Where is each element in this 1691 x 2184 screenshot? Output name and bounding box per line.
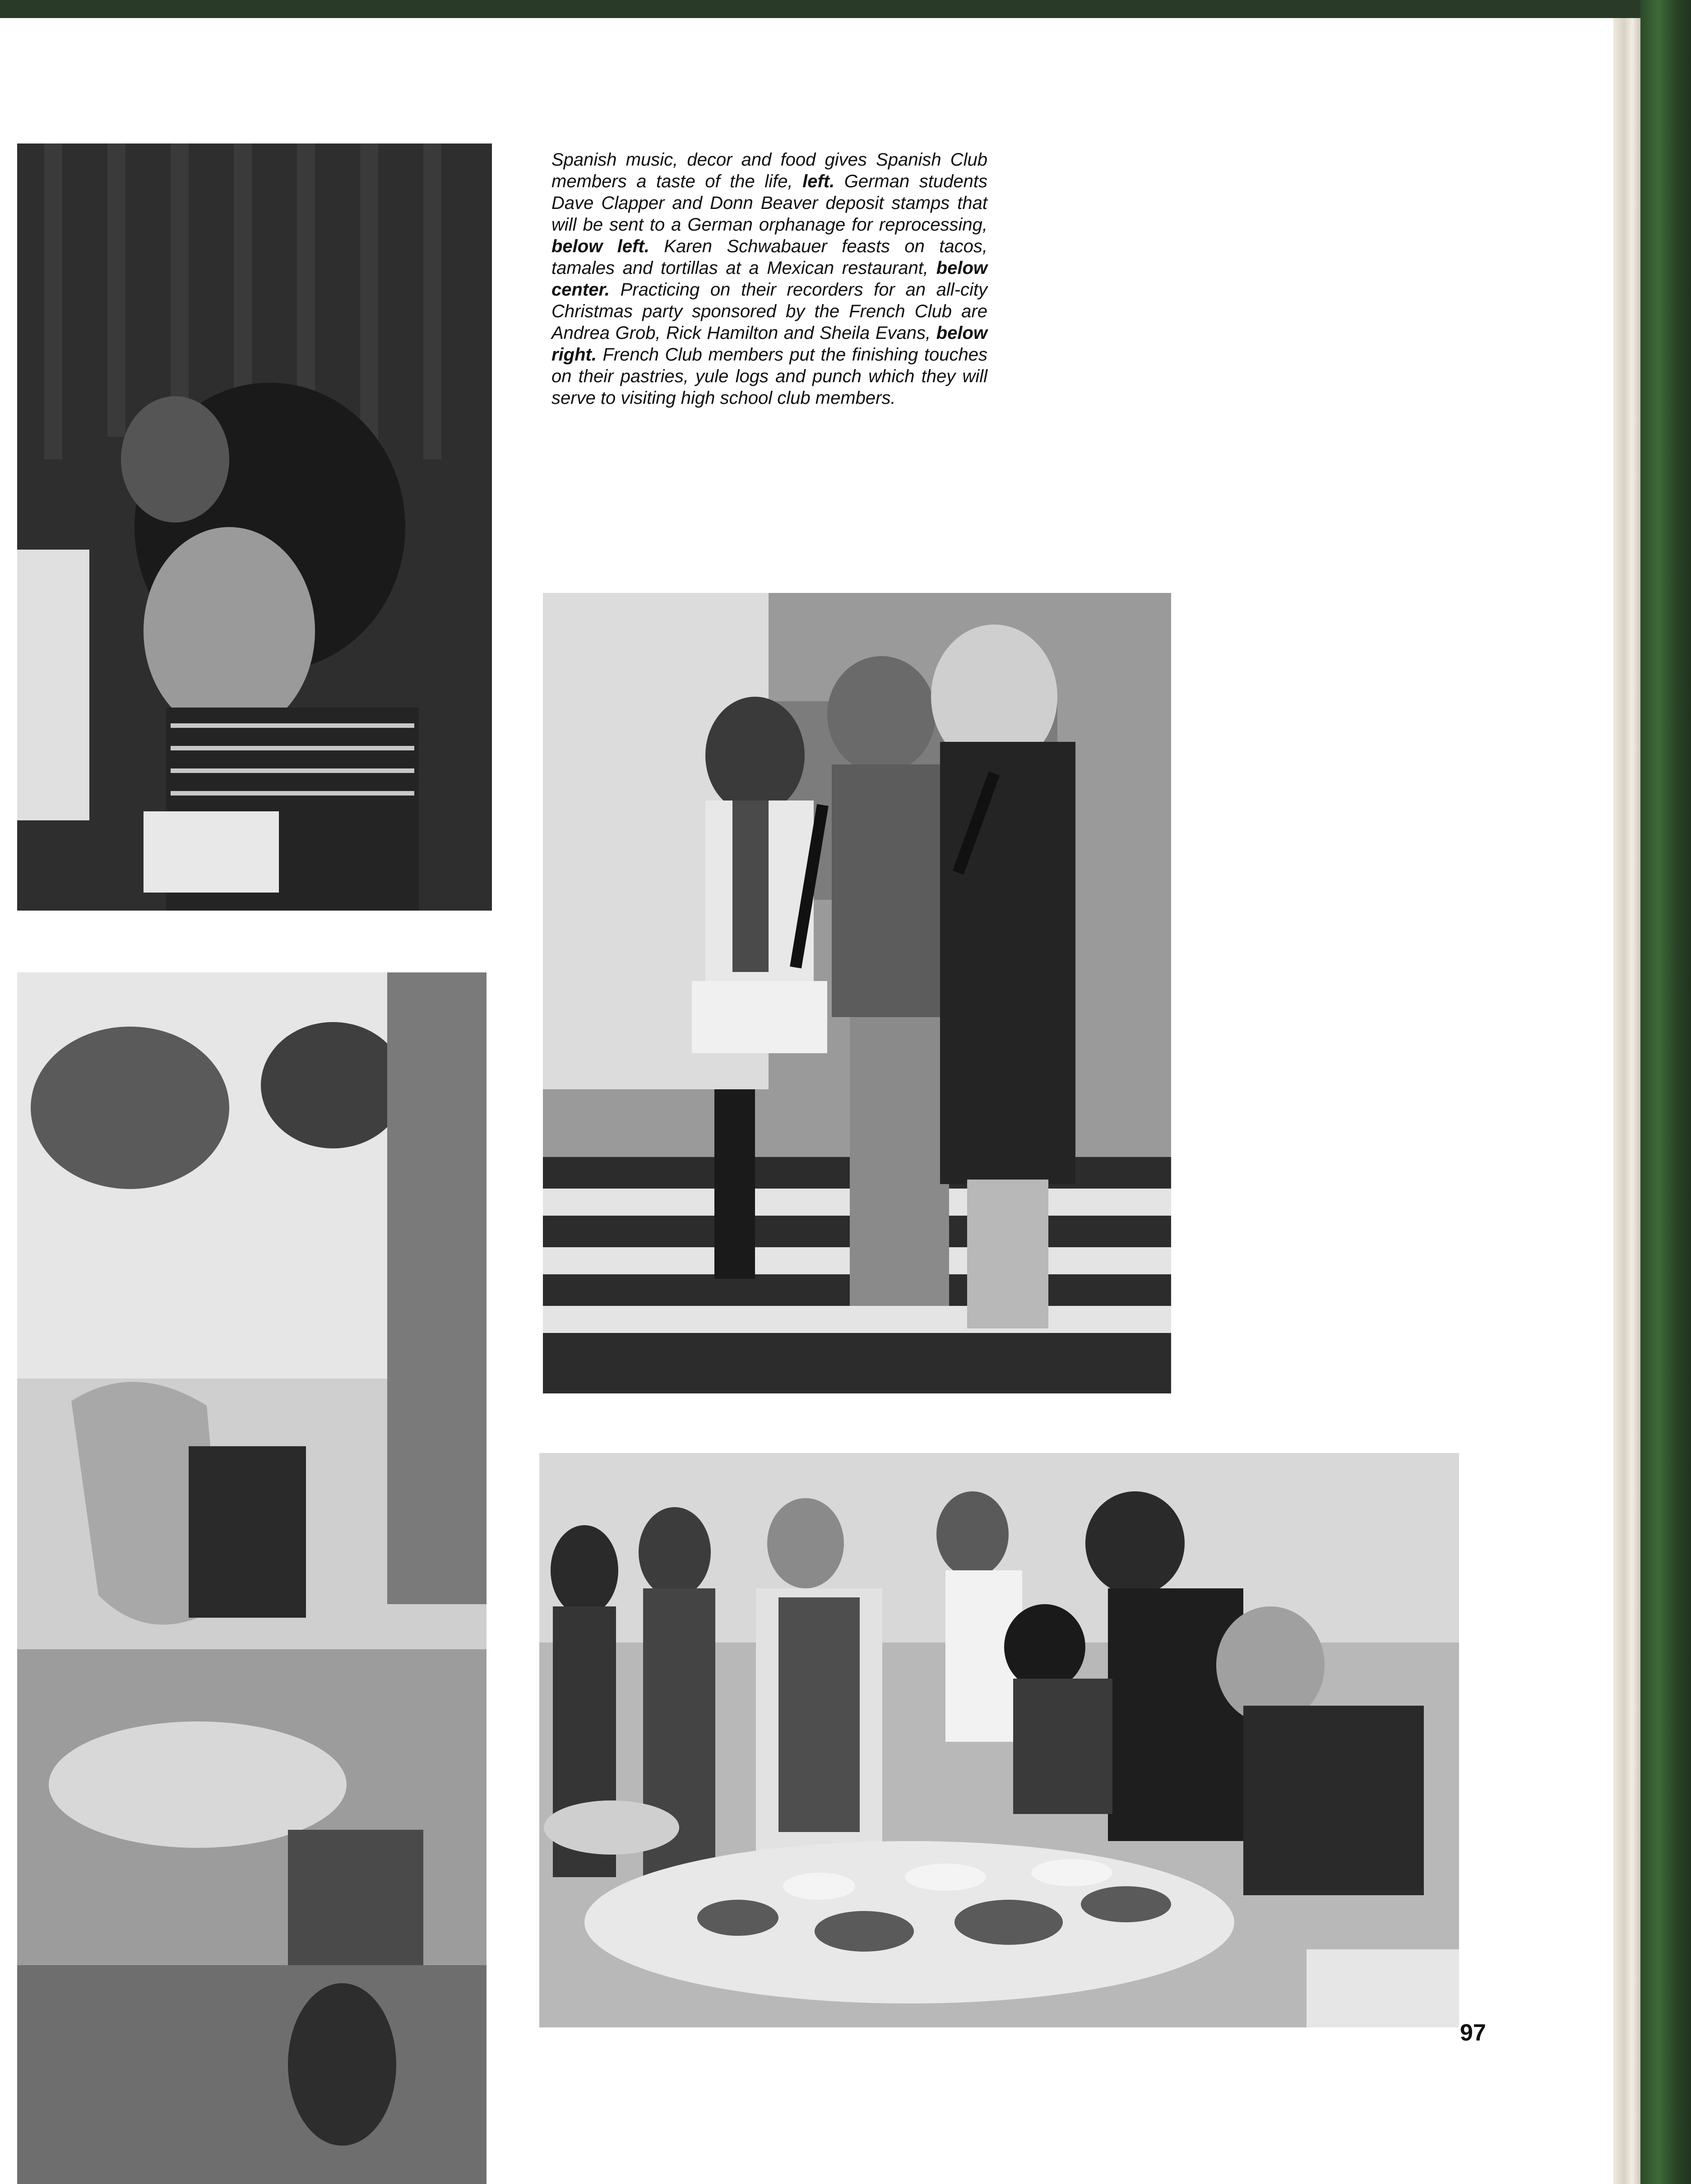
caption-direction-cue: below right.: [551, 323, 987, 365]
caption-text-segment: French Club members put the finishing touches on their pastries, yule logs and punch which they will serve to visiting high school club members.: [551, 345, 987, 408]
caption-text-segment: Spanish music, decor and food gives Spanish Club members a taste of the life,: [551, 150, 987, 191]
page-top-band: [0, 0, 1691, 18]
photo-german-stamps-image: [17, 972, 486, 2184]
caption-text-segment: German students Dave Clapper and Donn Beaver deposit stamps that will be sent to a German orphanage for reprocessing,: [551, 171, 987, 235]
photo-german-stamps: [17, 972, 486, 2184]
photo-recorder-practice-image: [543, 593, 1171, 1393]
caption-direction-cue: left.: [802, 171, 835, 191]
photo-french-club-pastries-image: [539, 1453, 1459, 2027]
page-number: 97: [1460, 2020, 1486, 2046]
photo-french-club-pastries: [539, 1453, 1459, 2027]
caption-text-segment: Karen Schwabauer feasts on tacos, tamales and tortillas at a Mexican restaurant,: [551, 236, 987, 278]
photo-recorder-practice: [543, 593, 1171, 1393]
photo-caption: [551, 149, 987, 409]
caption-text-segment: Practicing on their recorders for an all-city Christmas party sponsored by the French Club are Andrea Grob, Rick Hamilton and Sheila Evans,: [551, 280, 987, 343]
photo-spanish-club-image: [17, 143, 492, 911]
caption-direction-cue: below left.: [551, 236, 649, 256]
book-binding: [1640, 0, 1691, 2184]
page-stack-edge: [1613, 18, 1640, 2184]
caption-direction-cue: below center.: [551, 258, 987, 300]
photo-spanish-club: [17, 143, 492, 911]
